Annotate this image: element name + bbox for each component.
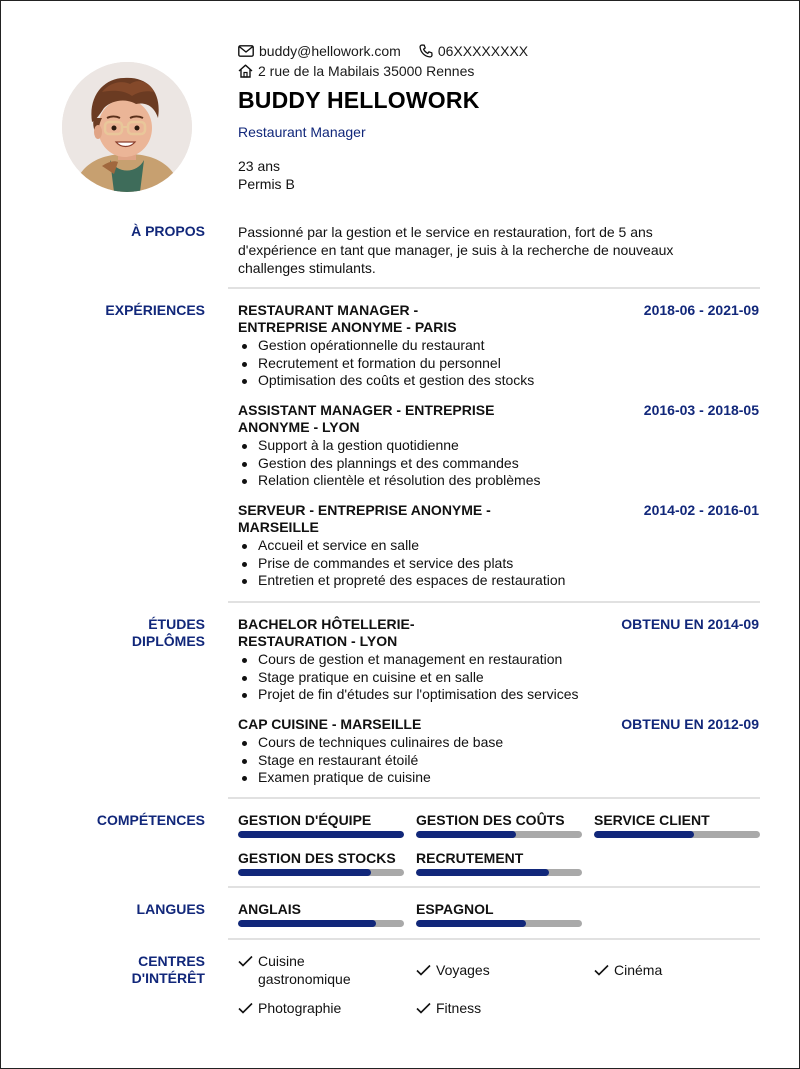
- experience-entry: [238, 402, 759, 490]
- list-item: Stage pratique en cuisine et en salle: [238, 669, 759, 687]
- entry-date: OBTENU EN 2012-09: [621, 716, 759, 732]
- education-entry: [238, 716, 759, 787]
- skill-bar-fill: [416, 831, 516, 838]
- driving-license: Permis B: [238, 176, 295, 192]
- avatar: [62, 62, 192, 192]
- about-text: Passionné par la gestion et le service en restauration, fort de 5 ans d'expérience en tant que manager, je suis à la recherche de nouveaux challenges stimulants.: [238, 224, 674, 276]
- skill-bar: [594, 831, 760, 838]
- skill-bar-fill: [238, 831, 404, 838]
- list-item: Cours de techniques culinaires de base: [238, 734, 759, 752]
- language-bar-fill: [416, 920, 526, 927]
- list-item: Cours de gestion et management en restauration: [238, 651, 759, 669]
- entry-date: 2016-03 - 2018-05: [643, 402, 759, 418]
- personal-info: [238, 157, 769, 193]
- language-bar: [416, 920, 582, 927]
- interests-label: [45, 953, 205, 987]
- language-item: [238, 901, 404, 927]
- age: 23 ans: [238, 158, 281, 174]
- skill-bar-fill: [416, 869, 549, 876]
- interests-label-line2: D'INTÉRÊT: [131, 970, 205, 986]
- email-text: buddy@hellowork.com: [259, 43, 401, 59]
- entry-title: RESTAURANT MANAGER - ENTREPRISE ANONYME - PARIS: [238, 302, 457, 335]
- list-item: Projet de fin d'études sur l'optimisation des services: [238, 686, 759, 704]
- entry-bullets: [238, 651, 759, 704]
- entry-date: 2018-06 - 2021-09: [643, 302, 759, 318]
- list-item: Gestion des plannings et des commandes: [238, 455, 759, 473]
- interest-item: [416, 962, 566, 980]
- skill-bar-fill: [594, 831, 694, 838]
- education-label: [45, 616, 205, 650]
- job-title: Restaurant Manager: [238, 124, 366, 140]
- divider: [228, 601, 760, 603]
- education-label-line2: DIPLÔMES: [131, 633, 205, 649]
- list-item: Optimisation des coûts et gestion des stocks: [238, 372, 759, 390]
- check-icon: [238, 955, 253, 967]
- entry-title: CAP CUISINE - MARSEILLE: [238, 716, 422, 732]
- skill-bar-fill: [238, 869, 371, 876]
- interest-item: [238, 1000, 388, 1018]
- address-item: [238, 63, 474, 79]
- avatar-illustration: [62, 62, 192, 192]
- interest-label: Cinéma: [614, 962, 663, 978]
- language-item: [416, 901, 582, 927]
- skill-item: [416, 850, 582, 876]
- entry-bullets: [238, 337, 759, 390]
- list-item: Recrutement et formation du personnel: [238, 355, 759, 373]
- contact-line-1: [238, 41, 769, 61]
- check-icon: [238, 1002, 253, 1014]
- header: [238, 41, 769, 193]
- list-item: Stage en restaurant étoilé: [238, 752, 759, 770]
- list-item: Entretien et propreté des espaces de restauration: [238, 572, 759, 590]
- skill-bar: [238, 869, 404, 876]
- phone-icon: [419, 44, 433, 58]
- interest-item: [416, 1000, 566, 1018]
- interests-label-line1: CENTRES: [138, 953, 205, 969]
- skill-name: GESTION DES COÛTS: [416, 812, 565, 828]
- skill-name: SERVICE CLIENT: [594, 812, 710, 828]
- interests-grid: [238, 953, 759, 1023]
- education-entry: [238, 616, 759, 704]
- interest-label: Cuisine gastronomique: [258, 953, 351, 987]
- candidate-name: BUDDY HELLOWORK: [238, 87, 480, 113]
- interest-item: [238, 953, 388, 988]
- entry-bullets: [238, 537, 759, 590]
- phone-item[interactable]: [419, 43, 528, 59]
- entry-date: OBTENU EN 2014-09: [621, 616, 759, 632]
- language-bar-fill: [238, 920, 376, 927]
- language-bar: [238, 920, 404, 927]
- skill-name: RECRUTEMENT: [416, 850, 524, 866]
- skill-bar: [238, 831, 404, 838]
- entry-title: ASSISTANT MANAGER - ENTREPRISE ANONYME - LYON: [238, 402, 495, 435]
- entry-title: SERVEUR - ENTREPRISE ANONYME - MARSEILLE: [238, 502, 491, 535]
- divider: [228, 287, 760, 289]
- interest-label: Voyages: [436, 962, 490, 978]
- contact-line-2: [238, 61, 769, 81]
- check-icon: [416, 1002, 431, 1014]
- envelope-icon: [238, 45, 254, 57]
- skill-name: GESTION DES STOCKS: [238, 850, 396, 866]
- entry-title: BACHELOR HÔTELLERIE-RESTAURATION - LYON: [238, 616, 415, 649]
- list-item: Gestion opérationnelle du restaurant: [238, 337, 759, 355]
- interest-item: [594, 962, 744, 980]
- entry-date: 2014-02 - 2016-01: [643, 502, 759, 518]
- skills-label: COMPÉTENCES: [96, 812, 205, 828]
- language-name: ANGLAIS: [238, 901, 301, 917]
- check-icon: [594, 964, 609, 976]
- list-item: Relation clientèle et résolution des problèmes: [238, 472, 759, 490]
- email-item[interactable]: [238, 43, 401, 59]
- languages-label: LANGUES: [136, 901, 205, 917]
- divider: [228, 938, 760, 940]
- about-label: À PROPOS: [131, 223, 205, 239]
- experience-entry: [238, 502, 759, 590]
- entry-bullets: [238, 734, 759, 787]
- skill-item: [238, 850, 404, 876]
- interest-label: Photographie: [258, 1000, 342, 1016]
- divider: [228, 886, 760, 888]
- list-item: Accueil et service en salle: [238, 537, 759, 555]
- list-item: Examen pratique de cuisine: [238, 769, 759, 787]
- skill-name: GESTION D'ÉQUIPE: [238, 812, 372, 828]
- skill-item: [238, 812, 404, 838]
- list-item: Support à la gestion quotidienne: [238, 437, 759, 455]
- language-name: ESPAGNOL: [416, 901, 494, 917]
- skills-grid: [238, 812, 759, 882]
- education-label-line1: ÉTUDES: [148, 616, 205, 632]
- experience-entry: [238, 302, 759, 390]
- address-text: 2 rue de la Mabilais 35000 Rennes: [258, 63, 475, 79]
- skill-bar: [416, 831, 582, 838]
- home-icon: [238, 64, 253, 78]
- check-icon: [416, 964, 431, 976]
- interest-label: Fitness: [436, 1000, 482, 1016]
- list-item: Prise de commandes et service des plats: [238, 555, 759, 573]
- languages-grid: [238, 901, 759, 931]
- skill-bar: [416, 869, 582, 876]
- skill-item: [594, 812, 760, 838]
- divider: [228, 797, 760, 799]
- entry-bullets: [238, 437, 759, 490]
- experience-label: EXPÉRIENCES: [105, 302, 205, 318]
- skill-item: [416, 812, 582, 838]
- phone-text: 06XXXXXXXX: [437, 43, 529, 59]
